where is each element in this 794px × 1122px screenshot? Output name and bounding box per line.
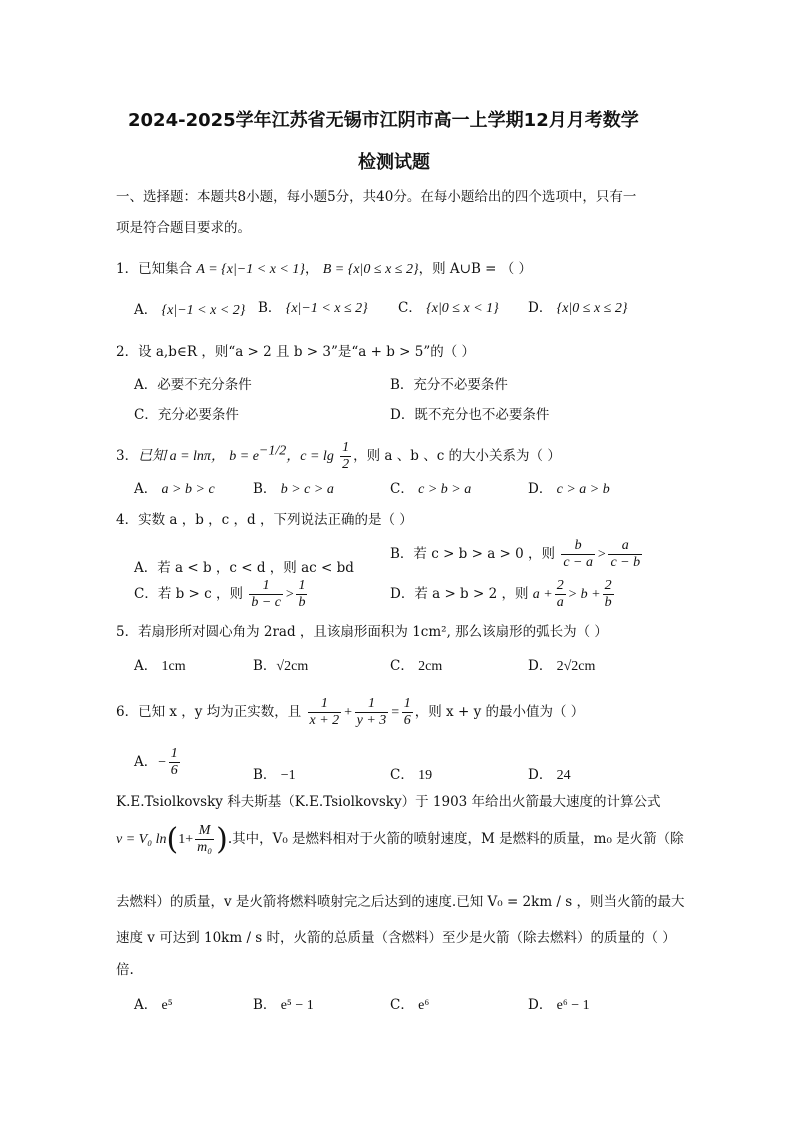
question-number: 6． xyxy=(116,704,139,720)
q4-option-a: A．若 a < b ，c < d ，则 ac < bd xyxy=(134,560,354,576)
q6-option-a: A．− $\frac{1}{6}$ xyxy=(134,746,178,778)
question-number: 4． xyxy=(116,512,139,528)
q2-option-d: D．既不充分也不必要条件 xyxy=(390,407,550,423)
q6-option-d: D． 24 xyxy=(528,767,571,783)
question-7-intro: K.E.Tsiolkovsky 科夫斯基（K.E.Tsiolkovsky）于 1903 年给出火箭最大速度的计算公式 xyxy=(116,794,661,810)
question-3: 3．已知 a = lnπ， $b = e^{-1/2}$，c = lg $\frac{1}{2}$ ，则 a 、b 、c 的大小关系为（ ） xyxy=(116,440,561,472)
q1-option-d: D． {x|0 ≤ x ≤ 2} xyxy=(528,300,628,316)
question-text: 已知集合 xyxy=(138,261,193,277)
document-title-line2: 检测试题 xyxy=(358,152,430,173)
q3-option-a: A． a > b > c xyxy=(134,481,215,497)
question-1: 1．已知集合 A = {x|−1 < x < 1}， B = {x|0 ≤ x ≤ 2}，则 A∪B = （ ） xyxy=(116,261,533,277)
q2-option-b: B．充分不必要条件 xyxy=(390,377,508,393)
question-7-line5: 倍. xyxy=(116,962,134,978)
question-2 xyxy=(116,340,475,360)
q1-option-c: C． {x|0 ≤ x < 1} xyxy=(398,300,499,316)
set-a: A = {x|−1 < x < 1} xyxy=(196,262,305,277)
q3-option-c: C． c > b > a xyxy=(390,481,472,497)
q7-option-d: D． e⁶ − 1 xyxy=(528,997,590,1013)
section-instructions: 一、选择题：本题共8小题，每小题5分，共40分。在每小题给出的四个选项中，只有一 xyxy=(116,189,637,205)
q5-option-d: D． 2√2cm xyxy=(528,658,596,674)
question-5: 5．若扇形所对圆心角为 2rad ，且该扇形面积为 1cm², 那么该扇形的弧长为（ ） xyxy=(116,624,608,640)
q5-option-c: C． 2cm xyxy=(390,658,443,674)
question-7-line4: 速度 v 可达到 10km / s 时，火箭的总质量（含燃料）至少是火箭（除去燃料）的质量的（ ） xyxy=(116,930,676,946)
question-6: 6．已知 x ，y 均为正实数，且 $\frac{1}{x + 2}$ + $\frac{1}{y + 3}$ = $\frac{1}{6}$ ，则 x + y 的最小值为（ ） xyxy=(116,696,585,728)
q3-option-b: B． b > c > a xyxy=(253,481,334,497)
q5-option-b: B．√2cm xyxy=(253,658,309,674)
question-ask: ，则 A∪B = （ ） xyxy=(418,261,533,277)
q1-option-a: A． {x|−1 < x < 2} xyxy=(134,302,246,318)
question-number: 2． xyxy=(116,344,139,360)
question-4: 4．实数 a ，b ，c ，d ，下列说法正确的是（ ） xyxy=(116,512,413,528)
fraction: $\frac{1}{2}$ xyxy=(342,440,350,472)
q1-option-b: B． {x|−1 < x ≤ 2} xyxy=(258,300,368,316)
q7-option-a: A． e⁵ xyxy=(134,997,173,1013)
set-b: B = {x|0 ≤ x ≤ 2} xyxy=(322,262,419,277)
q6-option-b: B． −1 xyxy=(253,767,296,783)
q4-option-d: D．若 a > b > 2 ，则 a + $\frac{2}{a}$ > b + $\frac{2}{b}$ xyxy=(390,578,612,610)
q2-option-a: A．必要不充分条件 xyxy=(134,377,252,393)
document-title: 2024-2025学年江苏省无锡市江阴市高一上学期12月月考数学 xyxy=(128,110,639,131)
q4-option-b: B．若 c > b > a > 0 ，则 $\frac{b}{c - a}$ > $\frac{a}{c - b}$ xyxy=(390,538,641,570)
question-number: 5． xyxy=(116,624,139,640)
q3-option-d: D． c > a > b xyxy=(528,481,610,497)
q6-option-c: C． 19 xyxy=(390,767,433,783)
q4-option-c: C．若 b > c ，则 $\frac{1}{b - c}$ > $\frac{1}{b}$ xyxy=(134,578,306,610)
q5-option-a: A． 1cm xyxy=(134,658,186,674)
question-number: 1． xyxy=(116,261,139,277)
question-number: 3． xyxy=(116,448,139,464)
q7-option-b: B． e⁵ − 1 xyxy=(253,997,314,1013)
question-7-formula-line: v = V₀ ln(1+ $\frac{M}{\text{m₀}}$ ).其中，V₀ 是燃料相对于火箭的喷射速度，M 是燃料的质量，m₀ 是火箭（除 xyxy=(116,822,684,857)
question-text: 设 a,b∈R ，则“a > 2 且 b > 3”是“a + b > 5”的（ ） xyxy=(138,344,476,360)
q2-option-c: C．充分必要条件 xyxy=(134,407,239,423)
section-instructions-line2: 项是符合题目要求的。 xyxy=(116,220,251,236)
q7-option-c: C． e⁶ xyxy=(390,997,430,1013)
question-7-line3: 去燃料）的质量，v 是火箭将燃料喷射完之后达到的速度.已知 V₀ = 2km / s ，则当火箭的最大 xyxy=(116,894,685,910)
